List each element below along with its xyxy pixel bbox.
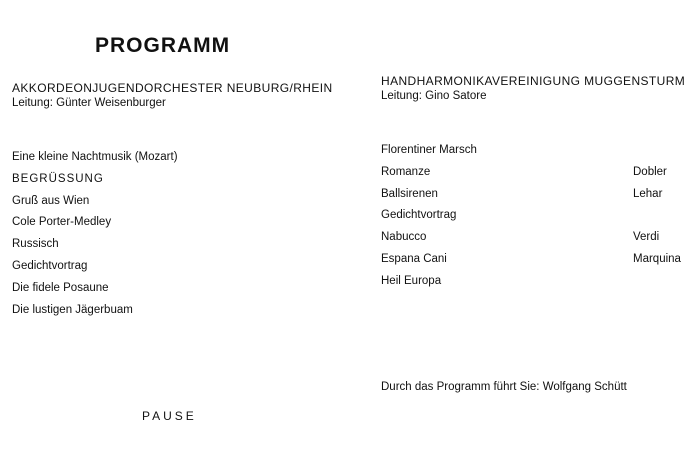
left-conductor: Leitung: Günter Weisenburger (12, 97, 166, 109)
right-program-list (381, 140, 691, 293)
piece-title: Florentiner Marsch (381, 144, 477, 156)
program-item (381, 140, 691, 162)
right-conductor: Leitung: Gino Satore (381, 90, 487, 102)
program-item: Gedichtvortrag (12, 259, 88, 272)
composer-name: Dobler (633, 165, 667, 178)
program-item (381, 162, 691, 184)
program-item: Gruß aus Wien (12, 194, 90, 207)
program-item: Die lustigen Jägerbuam (12, 303, 133, 316)
program-item (381, 205, 691, 227)
page-title: PROGRAMM (95, 34, 231, 57)
piece-title: Gedichtvortrag (381, 209, 457, 222)
composer-name: Marquina (633, 252, 681, 265)
program-item (381, 184, 691, 206)
piece-title: Nabucco (381, 231, 427, 244)
program-item: Eine kleine Nachtmusik (Mozart) (12, 151, 178, 163)
program-item (381, 271, 691, 293)
program-item: Cole Porter-Medley (12, 216, 112, 229)
composer-name: Verdi (633, 231, 660, 244)
program-item: Die fidele Posaune (12, 281, 109, 294)
right-orchestra-name: HANDHARMONIKAVEREINIGUNG MUGGENSTURM (381, 74, 686, 88)
left-program-list (12, 147, 178, 321)
program-item-greeting: BEGRÜSSUNG (12, 172, 104, 185)
program-item (381, 227, 691, 249)
program-item (381, 249, 691, 271)
piece-title: Espana Cani (381, 252, 447, 265)
host-credit: Durch das Programm führt Sie: Wolfgang Schütt (381, 381, 627, 393)
composer-name: Lehar (633, 187, 663, 200)
piece-title: Romanze (381, 165, 431, 178)
pause-label: PAUSE (142, 409, 197, 423)
piece-title: Heil Europa (381, 274, 442, 287)
left-orchestra-name: AKKORDEONJUGENDORCHESTER NEUBURG/RHEIN (12, 81, 333, 95)
piece-title: Ballsirenen (381, 187, 438, 200)
program-item: Russisch (12, 238, 59, 251)
